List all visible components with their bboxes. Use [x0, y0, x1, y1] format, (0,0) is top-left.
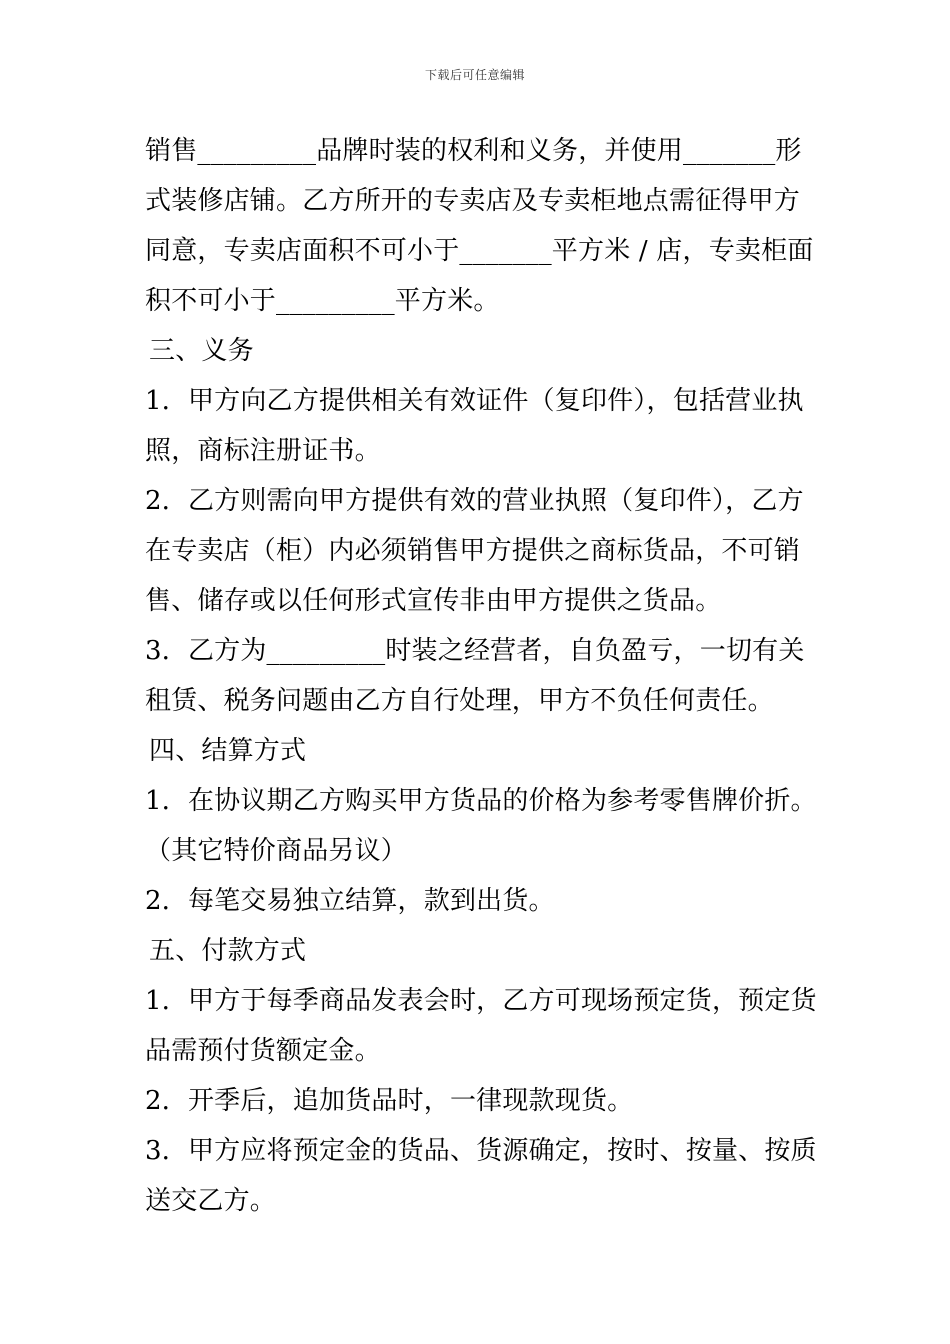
- paragraph-line: 同意，专卖店面积不可小于_______平方米 / 店，专卖柜面: [145, 236, 814, 266]
- clause-line: 1．甲方于每季商品发表会时，乙方可现场预定货，预定货: [145, 986, 817, 1016]
- paragraph-line: 式装修店铺。乙方所开的专卖店及专卖柜地点需征得甲方: [145, 186, 801, 216]
- clause-line: 1．在协议期乙方购买甲方货品的价格为参考零售牌价折。: [145, 786, 817, 816]
- paragraph-line: 销售_________品牌时装的权利和义务，并使用_______形: [145, 136, 802, 166]
- section-heading-payment: 五、付款方式: [149, 936, 307, 966]
- clause-line: 2．开季后，追加货品时，一律现款现货。: [145, 1086, 634, 1116]
- document-body: [145, 126, 817, 1226]
- clause-line: （其它特价商品另议）: [145, 836, 408, 866]
- clause-line: 照，商标注册证书。: [145, 436, 381, 466]
- clause-line: 送交乙方。: [145, 1186, 277, 1216]
- clause-line: 1．甲方向乙方提供相关有效证件（复印件），包括营业执: [145, 386, 804, 416]
- clause-line: 3．甲方应将预定金的货品、货源确定，按时、按量、按质: [145, 1136, 817, 1166]
- clause-line: 品需预付货额定金。: [145, 1036, 381, 1066]
- section-heading-obligations: 三、义务: [149, 336, 254, 366]
- clause-line: 租赁、税务问题由乙方自行处理，甲方不负任何责任。: [145, 686, 774, 716]
- clause-line: 在专卖店（柜）内必须销售甲方提供之商标货品，不可销: [145, 536, 801, 566]
- paragraph-line: 积不可小于_________平方米。: [145, 286, 500, 316]
- clause-line: 3．乙方为_________时装之经营者，自负盈亏，一切有关: [145, 636, 805, 666]
- clause-line: 2．乙方则需向甲方提供有效的营业执照（复印件），乙方: [145, 486, 804, 516]
- page-header: 下载后可任意编辑: [424, 68, 525, 82]
- section-heading-settlement: 四、结算方式: [149, 736, 307, 766]
- clause-line: 售、储存或以任何形式宣传非由甲方提供之货品。: [145, 586, 722, 616]
- clause-line: 2．每笔交易独立结算，款到出货。: [145, 886, 555, 916]
